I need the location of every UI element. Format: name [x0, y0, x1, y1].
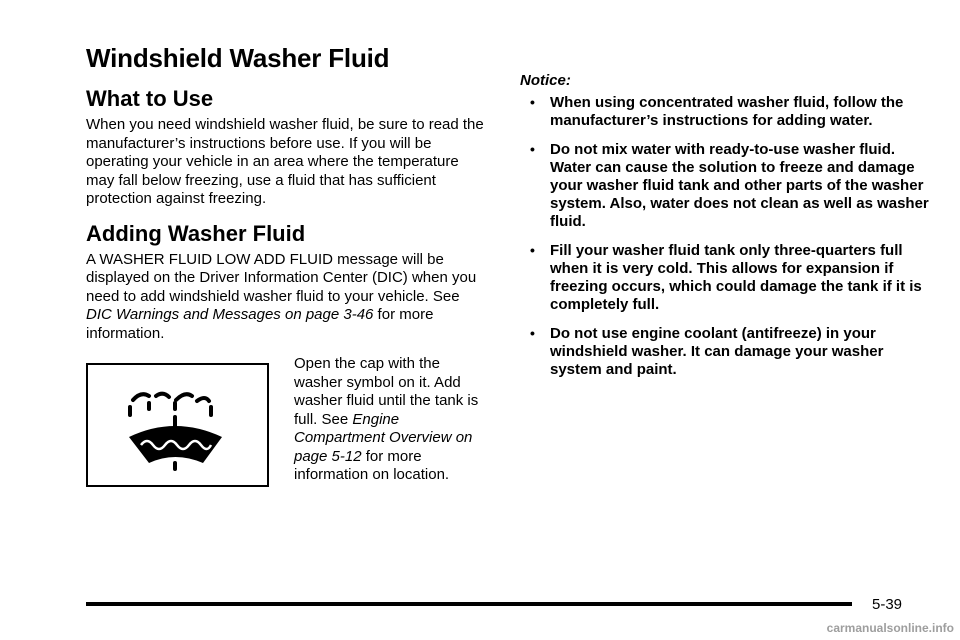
windshield-washer-symbol-icon [123, 377, 235, 471]
left-column [86, 40, 486, 515]
what-to-use-body: When you need windshield washer fluid, be sure to read the manufacturer’s instructions before use. If you will be operating your vehicle in an area where the temperature may fall below freezing, use a fluid that has sufficient protection against freezing. [86, 116, 484, 207]
bullet-icon: • [530, 94, 535, 110]
notice-item-text: Do not use engine coolant (antifreeze) in your windshield washer. It can damage your washer system and paint. [550, 325, 884, 378]
bullet-icon: • [530, 141, 535, 157]
right-column [520, 72, 930, 390]
bullet-icon: • [530, 242, 535, 258]
page-title: Windshield Washer Fluid [86, 43, 390, 73]
engine-compartment-reference: Engine Compartment Overview on page 5-12 [294, 410, 473, 465]
page-number: 5-39 [872, 596, 903, 613]
notice-label: Notice: [520, 72, 571, 89]
adding-body-text: A WASHER FLUID LOW ADD FLUID message will be displayed on the Driver Information Center (DIC) when you need to add windshield washer fluid to your vehicle. See [86, 250, 477, 305]
adding-body-text-end: for more information. [86, 306, 434, 342]
adding-washer-fluid-heading: Adding Washer Fluid [86, 220, 306, 246]
side-text-end: for more information on location. [294, 447, 450, 483]
dic-warnings-reference: DIC Warnings and Messages on page 3-46 [86, 306, 374, 323]
notice-item [520, 242, 930, 314]
side-text: Open the cap with the washer symbol on it. Add washer fluid until the tank is full. See [294, 355, 479, 428]
what-to-use-heading: What to Use [86, 86, 214, 111]
notice-item [520, 141, 930, 231]
bullet-icon: • [530, 325, 535, 341]
footer-rule [86, 602, 852, 606]
washer-symbol-figure [86, 363, 269, 487]
notice-item [520, 94, 930, 130]
notice-item-text: Do not mix water with ready-to-use washer fluid. Water can cause the solution to freeze and damage your washer fluid tank and other parts of the washer system. Also, water does not clean as well as washer fluid. [550, 141, 929, 230]
notice-item-text: When using concentrated washer fluid, follow the manufacturer’s instructions for adding water. [550, 94, 904, 129]
notice-list [520, 94, 930, 379]
washer-symbol-section [86, 355, 486, 515]
watermark: carmanualsonline.info [826, 621, 954, 635]
adding-washer-fluid-body [86, 251, 486, 344]
notice-item [520, 325, 930, 379]
washer-symbol-description [294, 355, 484, 485]
notice-item-text: Fill your washer fluid tank only three-quarters full when it is very cold. This allows for expansion if freezing occurs, which could damage the tank if it is completely full. [550, 242, 922, 313]
